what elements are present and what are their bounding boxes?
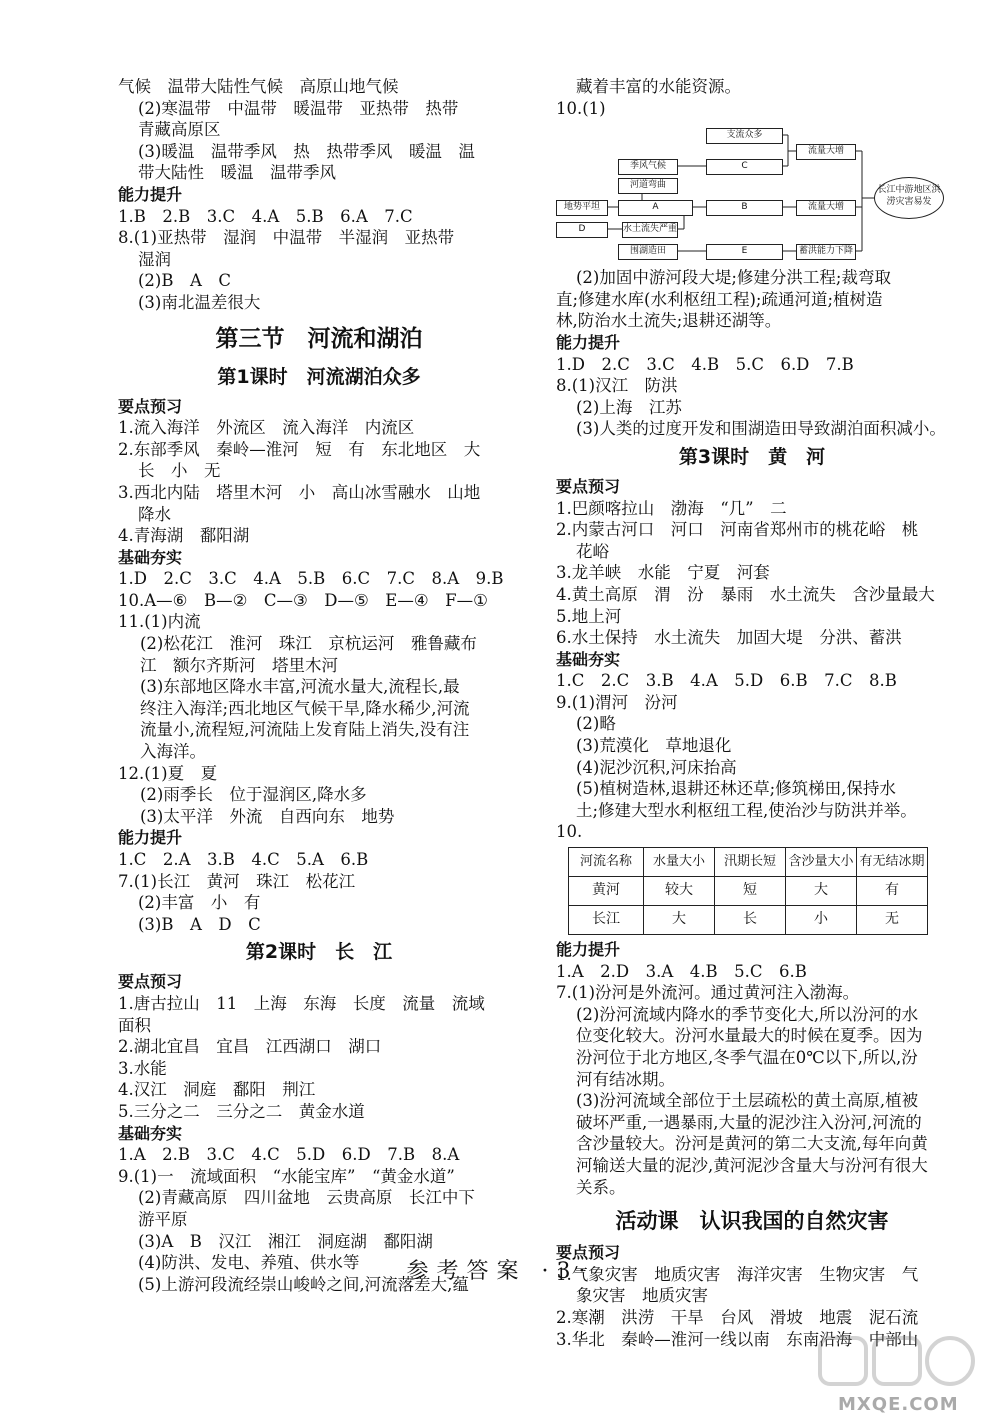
text-line: 1.D 2.C 3.C 4.B 5.C 6.D 7.B <box>556 354 854 374</box>
table-cell: 长 <box>715 906 786 935</box>
left-block-e <box>118 849 520 935</box>
text-line: 1.巴颜喀拉山 渤海 “几” 二 <box>556 498 787 518</box>
table-cell: 黄河 <box>569 877 644 906</box>
table-cell: 有 <box>857 877 928 906</box>
text-line: (5)植树造林,退耕还林还草;修筑梯田,保持水 <box>576 779 896 799</box>
text-line: 3.水能 <box>118 1058 167 1078</box>
text-line: 1.C 2.C 3.B 4.A 5.D 6.B 7.C 8.B <box>556 671 897 691</box>
text-line: 6.水土保持 水土流失 加固大堤 分洪、蓄洪 <box>556 628 902 648</box>
text-line: 直;修建水库(水利枢纽工程);疏通河道;植树造 <box>556 289 883 309</box>
flow-box-b: B <box>706 200 783 216</box>
text-line: (2)汾河流域内降水的季节变化大,所以汾河的水 <box>576 1004 919 1024</box>
left-block-a <box>118 76 520 184</box>
text-line: 关系。 <box>576 1177 626 1197</box>
text-line: 入海洋。 <box>140 742 206 762</box>
table-cell: 大 <box>644 906 715 935</box>
left-block-d <box>118 568 520 827</box>
flow-box-meander: 河道弯曲 <box>618 178 678 194</box>
flow-box-storage-decline: 蓄洪能力下降 <box>796 244 856 260</box>
text-line: (2)寒温带 中温带 暖温带 亚热带 热带 <box>138 98 459 118</box>
text-line: (3)人类的过度开发和围湖造田导致湖泊面积减小。 <box>576 419 946 439</box>
text-line: (4)防洪、发电、养殖、供水等 <box>138 1253 360 1273</box>
text-line: 8.(1)汉江 防洪 <box>556 376 678 396</box>
text-line: 10. <box>556 822 583 842</box>
activity-title: 活动课 认识我国的自然灾害 <box>615 1209 889 1234</box>
text-line: 7.(1)长江 黄河 珠江 松花江 <box>118 871 356 891</box>
left-block-c <box>118 417 520 547</box>
table-cell: 大 <box>786 877 857 906</box>
text-line: 长 小 无 <box>138 461 221 481</box>
text-line: 1.流入海洋 外流区 流入海洋 内流区 <box>118 418 415 438</box>
text-line: 9.(1)渭河 汾河 <box>556 692 678 712</box>
table-header-cell: 有无结冰期 <box>857 848 928 877</box>
table-header-cell: 河流名称 <box>569 848 644 877</box>
right-block-e <box>556 670 948 843</box>
flow-result-oval: 长江中游地区洪涝灾害易发 <box>874 177 944 219</box>
lesson-title: 第3课时 黄 河 <box>678 445 826 468</box>
right-block-d <box>556 498 948 649</box>
text-line: (3)暖温 温带季风 热 热带季风 暖温 温 <box>138 141 475 161</box>
text-line: 3.龙羊峡 水能 宁夏 河套 <box>556 563 770 583</box>
text-line: 7.(1)汾河是外流河。通过黄河注入渤海。 <box>556 983 860 1003</box>
flow-box-tributaries: 支流众多 <box>706 128 783 144</box>
left-column <box>118 76 520 1295</box>
preview-label: 要点预习 <box>556 476 621 496</box>
text-line: 5.三分之二 三分之二 黄金水道 <box>118 1101 365 1121</box>
table-row <box>569 877 928 906</box>
text-line: 降水 <box>138 504 171 524</box>
text-line: (3)东部地区降水丰富,河流水量大,流程长,最 <box>140 677 460 697</box>
text-line: (3)太平洋 外流 自西向东 地势 <box>140 806 395 826</box>
text-line: (3)南北温差很大 <box>138 292 261 312</box>
text-line: (2)略 <box>576 714 616 734</box>
text-line: 1.A 2.D 3.A 4.B 5.C 6.B <box>556 961 807 981</box>
text-line: 1.唐古拉山 11 上海 东海 长度 流量 流域 <box>118 993 485 1013</box>
text-line: 青藏高原区 <box>138 120 221 140</box>
text-line: 位变化较大。汾河水量最大的时候在夏季。因为 <box>576 1026 923 1046</box>
flow-box-flow-increase-2: 流量大增 <box>796 200 856 216</box>
text-line: (2)B A C <box>138 271 232 291</box>
text-line: 4.黄土高原 渭 汾 暴雨 水土流失 含沙量最大 <box>556 584 935 604</box>
flowchart <box>556 123 946 263</box>
text-line: (3)A B 汉江 湘江 洞庭湖 鄱阳湖 <box>138 1231 433 1251</box>
ability-label: 能力提升 <box>556 940 621 960</box>
text-line: (3)B A D C <box>138 914 261 934</box>
text-line: 汾河位于北方地区,冬季气温在0℃以下,所以,汾 <box>576 1048 918 1067</box>
text-line: 流量小,流程短,河流陆上发育陆上消失,没有注 <box>140 720 470 740</box>
text-line: 气候 温带大陆性气候 高原山地气候 <box>118 77 399 96</box>
text-line: 2.湖北宜昌 宜昌 江西湖口 湖口 <box>118 1037 382 1057</box>
table-row <box>569 906 928 935</box>
left-block-f <box>118 993 520 1123</box>
ability-label: 能力提升 <box>118 184 183 204</box>
flow-box-flow-increase: 流量大增 <box>796 144 856 160</box>
table-cell: 短 <box>715 877 786 906</box>
right-block-c <box>556 354 948 440</box>
right-column <box>556 76 948 1350</box>
text-line: 2.东部季风 秦岭—淮河 短 有 东北地区 大 <box>118 439 481 459</box>
text-line: 2.内蒙古河口 河口 河南省郑州市的桃花峪 桃 <box>556 520 919 540</box>
text-line: 4.汉江 洞庭 鄱阳 荆江 <box>118 1080 316 1100</box>
text-line: 江 额尔齐斯河 塔里木河 <box>140 655 338 675</box>
preview-label: 要点预习 <box>118 396 183 416</box>
text-line: (2)加固中游河段大堤;修建分洪工程;裁弯取 <box>576 268 891 288</box>
text-line: 1.D 2.C 3.C 4.A 5.B 6.C 7.C 8.A 9.B <box>118 569 504 589</box>
text-line: 1.气象灾害 地质灾害 海洋灾害 生物灾害 气 <box>556 1264 919 1284</box>
flow-box-monsoon: 季风气候 <box>618 159 678 175</box>
text-line: 4.青海湖 鄱阳湖 <box>118 526 250 546</box>
flow-box-flat-terrain: 地势平坦 <box>556 200 608 216</box>
page-footer: 参考答案 ·3· <box>406 1259 594 1284</box>
text-line: 破坏严重,一遇暴雨,大量的泥沙注入汾河,河流的 <box>576 1112 922 1132</box>
text-line: 河有结冰期。 <box>576 1069 675 1089</box>
ability-label: 能力提升 <box>556 332 621 352</box>
text-line: 3.西北内陆 塔里木河 小 高山冰雪融水 山地 <box>118 482 481 502</box>
text-line: 藏着丰富的水能资源。 <box>576 77 741 96</box>
preview-label: 要点预习 <box>556 1243 621 1263</box>
flow-box-d: D <box>556 222 608 238</box>
text-line: (2)松花江 淮河 珠江 京杭运河 雅鲁藏布 <box>140 634 477 654</box>
text-line: 象灾害 地质灾害 <box>576 1286 708 1306</box>
right-block-f <box>556 961 948 1199</box>
basic-label: 基础夯实 <box>556 649 621 669</box>
table-cell: 无 <box>857 906 928 935</box>
table-header-row <box>569 848 928 877</box>
watermark-logo <box>818 1334 978 1400</box>
text-line: 2.寒潮 洪涝 干旱 台风 滑坡 地震 泥石流 <box>556 1307 919 1327</box>
flow-box-erosion: 水土流失严重 <box>622 222 678 238</box>
text-line: 终注入海洋;西北地区气候干旱,降水稀少,河流 <box>140 698 470 718</box>
text-line: (2)上海 江苏 <box>576 397 682 417</box>
text-line: 3.华北 秦岭—淮河一线以南 东南沿海 中部山 <box>556 1329 919 1349</box>
basic-label: 基础夯实 <box>118 547 183 567</box>
text-line: 8.(1)亚热带 湿润 中温带 半湿润 亚热带 <box>118 228 455 248</box>
flow-box-e: E <box>706 244 783 260</box>
text-line: 河输送大量的泥沙,黄河泥沙含量大与汾河有很大 <box>576 1155 928 1175</box>
text-line: 1.A 2.B 3.C 4.C 5.D 6.D 7.B 8.A <box>118 1145 460 1165</box>
text-line: (2)雨季长 位于湿润区,降水多 <box>140 785 367 805</box>
text-line: 11.(1)内流 <box>118 612 201 632</box>
ability-label: 能力提升 <box>118 828 183 848</box>
table-cell: 长江 <box>569 906 644 935</box>
table-header-cell: 水量大小 <box>644 848 715 877</box>
flow-box-c: C <box>706 159 783 175</box>
text-line: 9.(1)一 流域面积 “水能宝库” “黄金水道” <box>118 1166 455 1186</box>
text-line: (3)汾河流域全部位于土层疏松的黄土高原,植被 <box>576 1091 919 1111</box>
right-block-a <box>556 76 948 119</box>
text-line: 带大陆性 暖温 温带季风 <box>138 163 336 183</box>
text-line: 花峪 <box>576 541 609 561</box>
table-header-cell: 汛期长短 <box>715 848 786 877</box>
text-line: 林,防治水土流失;退耕还湖等。 <box>556 311 782 331</box>
text-line: 10.A—⑥ B—② C—③ D—⑤ E—④ F—① <box>118 590 488 610</box>
text-line: 1.C 2.A 3.B 4.C 5.A 6.B <box>118 850 369 869</box>
text-line: 湿润 <box>138 249 171 269</box>
text-line: 1.B 2.B 3.C 4.A 5.B 6.A 7.C <box>118 206 413 226</box>
preview-label: 要点预习 <box>118 972 183 992</box>
flow-box-reclamation: 围湖造田 <box>618 244 678 260</box>
flow-box-a: A <box>618 200 693 216</box>
table-cell: 小 <box>786 906 857 935</box>
text-line: 5.地上河 <box>556 606 622 626</box>
text-line: (3)荒漠化 草地退化 <box>576 736 732 756</box>
text-line: 含沙量较大。汾河是黄河的第二大支流,每年向黄 <box>576 1134 928 1154</box>
text-line: (4)泥沙沉积,河床抬高 <box>576 757 737 777</box>
text-line: (5)上游河段流经崇山峻岭之间,河流落差大,蕴 <box>138 1274 469 1294</box>
section-title: 第三节 河流和湖泊 <box>215 325 423 352</box>
right-block-b <box>556 267 948 332</box>
text-line: (2)青藏高原 四川盆地 云贵高原 长江中下 <box>138 1188 475 1208</box>
lesson-title: 第1课时 河流湖泊众多 <box>217 365 421 388</box>
table-cell: 较大 <box>644 877 715 906</box>
text-line: 12.(1)夏 夏 <box>118 763 218 783</box>
text-line: (2)丰富 小 有 <box>138 893 261 913</box>
text-line: 游平原 <box>138 1209 188 1229</box>
text-line: 10.(1) <box>556 98 606 118</box>
watermark-text: MXQE.COM <box>838 1394 959 1415</box>
basic-label: 基础夯实 <box>118 1123 183 1143</box>
left-block-b <box>118 206 520 314</box>
table-header-cell: 含沙量大小 <box>786 848 857 877</box>
text-line: 面积 <box>118 1015 151 1035</box>
river-comparison-table <box>568 847 928 935</box>
text-line: 土;修建大型水利枢纽工程,使治沙与防洪并举。 <box>576 800 917 820</box>
lesson-title: 第2课时 长 江 <box>245 941 393 964</box>
